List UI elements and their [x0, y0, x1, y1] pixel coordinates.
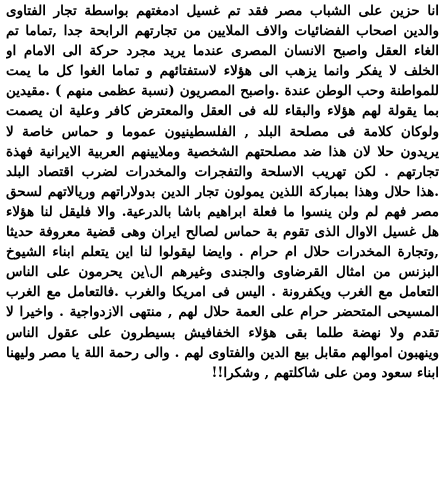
article-line: هل غسيل الاوال الذى تقوم بة حماس لصالح ايران وهى قضية معروفة حديثا: [6, 224, 439, 241]
article-line: وينهبون اموالهم مقابل بيع الدين والفتاوى لهم . والى رحمة اللة يا مصر وليهنا: [6, 344, 439, 361]
article-line: بما يقولة لهم هؤلاء والبقاء لله فى العقل والمعترض كافر وعلية ان يصمت: [6, 103, 439, 120]
article-line: المسيحى المتحضر حرام على العمة حلال لهم , منتهى الازدواجية . واخيرا لا: [6, 304, 439, 321]
article-line: .هذا حلال وهذا بمباركة اللذين يمولون تجار الدين بدولاراتهم وريالاتهم لسحق: [6, 183, 439, 200]
article-line: تقدم ولا نهضة طلما بقى هؤلاء الخفافيش بسيطرون على عقول الناس: [6, 324, 439, 341]
article-line: انا حزين على الشباب مصر فقد تم غسيل ادمغتهم بواسطة تجار الفتاوى: [6, 3, 439, 19]
article-line: يريدون حلا لان هذا ضد مصلحتهم الشخصية وملايينهم العربية الايرانية فهذة: [6, 143, 439, 160]
article-line: ابناء سعود ومن على شاكلتهم , وشكرا!!: [211, 364, 439, 381]
article-line: البزنس من امثال القرضاوى والجندى وغيرهم ال\ين يحرمون على الناس: [6, 264, 439, 281]
article-line: الغاء العقل واصبح الانسان المصرى عندما يريد مجرد حركة الى الامام او: [6, 43, 439, 60]
article-line: الخلف لا يفكر وانما يزهب الى هؤلاء لاستفتائهم و تماما الغوا كل ما يمت: [6, 63, 439, 80]
article-line: والدين اصحاب الفضائيات والاف الملايين من تجارتهم الرابحة جدا ,تماما تم: [6, 23, 439, 40]
article-body: [6, 1, 439, 383]
article-line: التعامل مع الغرب ويكفرونة . اليس فى امريكا والغرب .فالتعامل مع الغرب: [6, 284, 439, 301]
article-line: تجارتهم . لكن تهريب الاسلحة والتفجرات والمخدرات لضرب اقتصاد البلد: [6, 163, 439, 180]
article-line: ولوكان كلامة فى مصلحة البلد , الفلسطينيون عموما و حماس خاصة لا: [6, 123, 439, 140]
article-line: مصر فهم لم ولن ينسوا ما فعلة ابراهيم باشا بالدرعية. والا فليقل لنا هؤلاء: [6, 203, 439, 220]
article-line: للمواطنة وحب الوطن عندة .واصبح المصريون (نسبة عظمى منهم ) .مقيدين: [6, 83, 439, 100]
article-line: ,وتجارة المخدرات حلال ام حرام . وايضا ليقولوا لنا اين يتعلم ابناء الشيوخ: [6, 244, 439, 261]
